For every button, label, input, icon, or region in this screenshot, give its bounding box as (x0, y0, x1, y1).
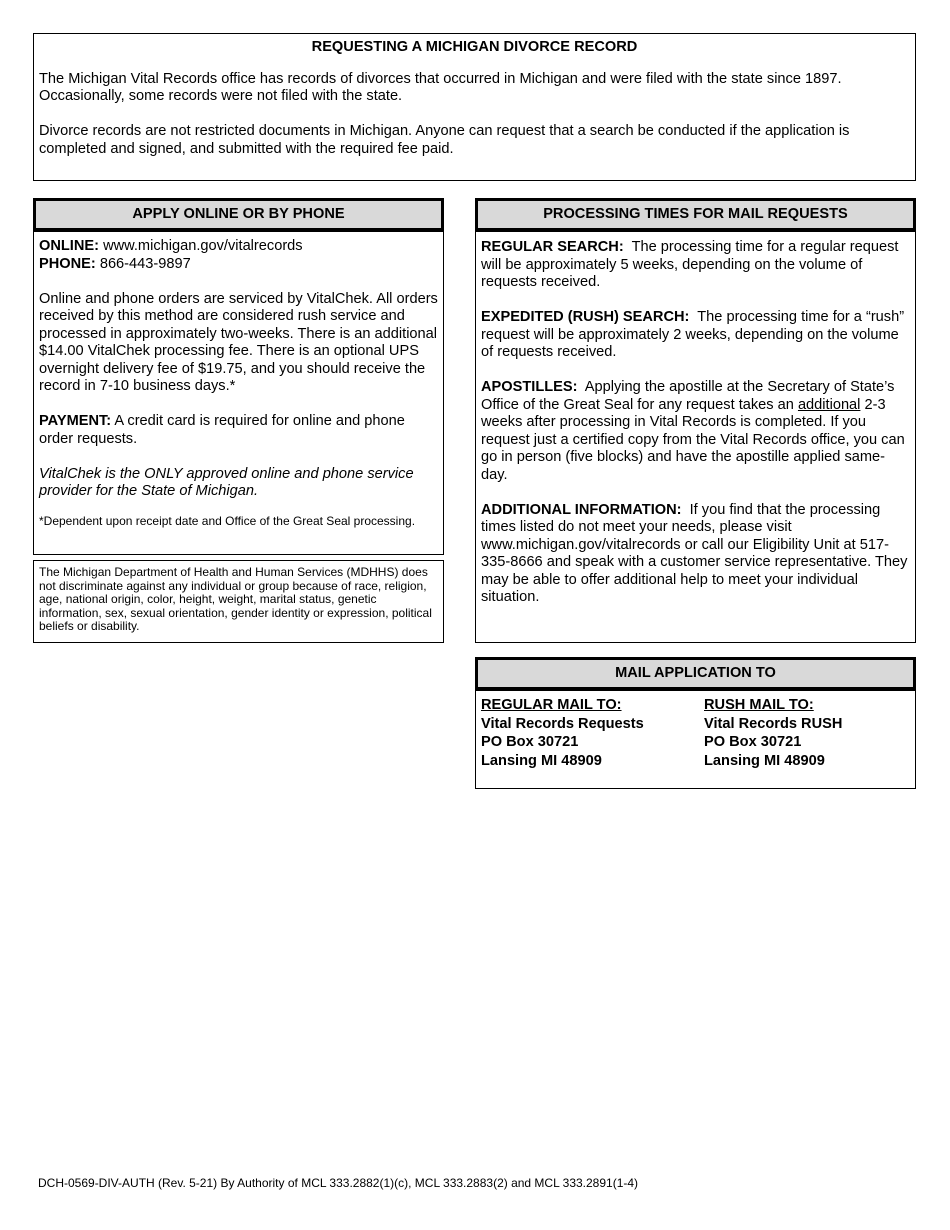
vitalchek-note: VitalChek is the ONLY approved online and phone service provider for the State of Michigan. (39, 465, 414, 499)
rush-mail-address (704, 696, 842, 770)
phone-number: 866-443-9897 (99, 255, 191, 272)
intro-title: REQUESTING A MICHIGAN DIVORCE RECORD (311, 39, 638, 55)
online-phone-header: APPLY ONLINE OR BY PHONE (33, 198, 444, 231)
rush-mail-line1: Vital Records RUSH (704, 715, 843, 732)
intro-paragraph-2: Divorce records are not restricted documents in Michigan. Anyone can request that a search be conducted if the application is completed and signed, and submitted with the required fee paid. (39, 123, 850, 157)
regular-mail-address (481, 696, 644, 770)
online-phone-section (33, 231, 444, 555)
regular-search-text: The processing time for a regular request will be approximately 5 weeks, depending on the volume of requests received. (481, 239, 899, 290)
nondiscrimination-notice (33, 560, 444, 643)
phone-label: PHONE: (39, 255, 96, 272)
additional-info-label: ADDITIONAL INFORMATION: (481, 501, 682, 518)
payment-text: A credit card is required for online and phone order requests. (39, 413, 405, 447)
payment-label: PAYMENT: (39, 413, 112, 429)
regular-mail-line3: Lansing MI 48909 (481, 752, 602, 769)
regular-mail-line1: Vital Records Requests (481, 715, 644, 732)
form-footer: DCH-0569-DIV-AUTH (Rev. 5-21) By Authority of MCL 333.2882(1)(c), MCL 333.2883(2) and MCL 333.2891(1-4) (38, 1176, 639, 1190)
intro-paragraph-1: The Michigan Vital Records office has records of divorces that occurred in Michigan and were filed with the state since 1897. Occasionally, some records were not filed with the state. (39, 70, 842, 104)
apostilles-label: APOSTILLES: (481, 379, 578, 395)
expedited-search-label: EXPEDITED (RUSH) SEARCH: (481, 309, 690, 325)
processing-times-section (475, 231, 916, 643)
nondiscrimination-text: The Michigan Department of Health and Human Services (MDHHS) does not discriminate against any individual or group because of race, religion, age, national origin, color, height, weight, marital status, genetic information, sex, sexual orientation, gender identity or expression, political beliefs or disability. (39, 565, 432, 634)
apostilles-text-a: Applying the apostille at the Secretary of State’s Office of the Great Seal for any request takes an (481, 379, 895, 413)
intro-section (33, 33, 916, 181)
regular-mail-title: REGULAR MAIL TO: (481, 697, 622, 713)
expedited-search-text: The processing time for a “rush” request will be approximately 2 weeks, depending on the volume of requests received. (481, 309, 905, 360)
regular-mail-line2: PO Box 30721 (481, 734, 579, 750)
rush-mail-line2: PO Box 30721 (704, 734, 802, 750)
mail-application-section (475, 690, 916, 789)
online-label: ONLINE: (39, 238, 99, 254)
mail-application-header: MAIL APPLICATION TO (475, 657, 916, 690)
additional-info-text: If you find that the processing times listed do not meet your needs, please visit www.michigan.gov/vitalrecords or call our Eligibility Unit at 517-335-8666 and speak with a customer service representative. They may be able to offer additional help to meet your individual situation. (481, 501, 908, 605)
apostilles-underline: additional (797, 396, 861, 413)
online-url: www.michigan.gov/vitalrecords (103, 238, 303, 254)
rush-mail-title: RUSH MAIL TO: (704, 697, 814, 713)
processing-times-header: PROCESSING TIMES FOR MAIL REQUESTS (475, 198, 916, 231)
footnote: *Dependent upon receipt date and Office of the Great Seal processing. (39, 513, 416, 528)
regular-search-label: REGULAR SEARCH: (481, 239, 624, 255)
rush-mail-line3: Lansing MI 48909 (704, 752, 825, 769)
vitalchek-service-text: Online and phone orders are serviced by VitalChek. All orders received by this method are considered rush service and processed in approximately two-weeks. There is an additional $14.00 VitalChek processing fee. There is an optional UPS overnight delivery fee of $19.75, and you should receive the record in 7-10 business days.* (39, 290, 438, 394)
apostilles-text-b: 2-3 weeks after processing in Vital Records is completed. If you request just a certified copy from the Vital Records office, you can go in person (five blocks) and have the apostille applied same-day. (481, 396, 905, 483)
